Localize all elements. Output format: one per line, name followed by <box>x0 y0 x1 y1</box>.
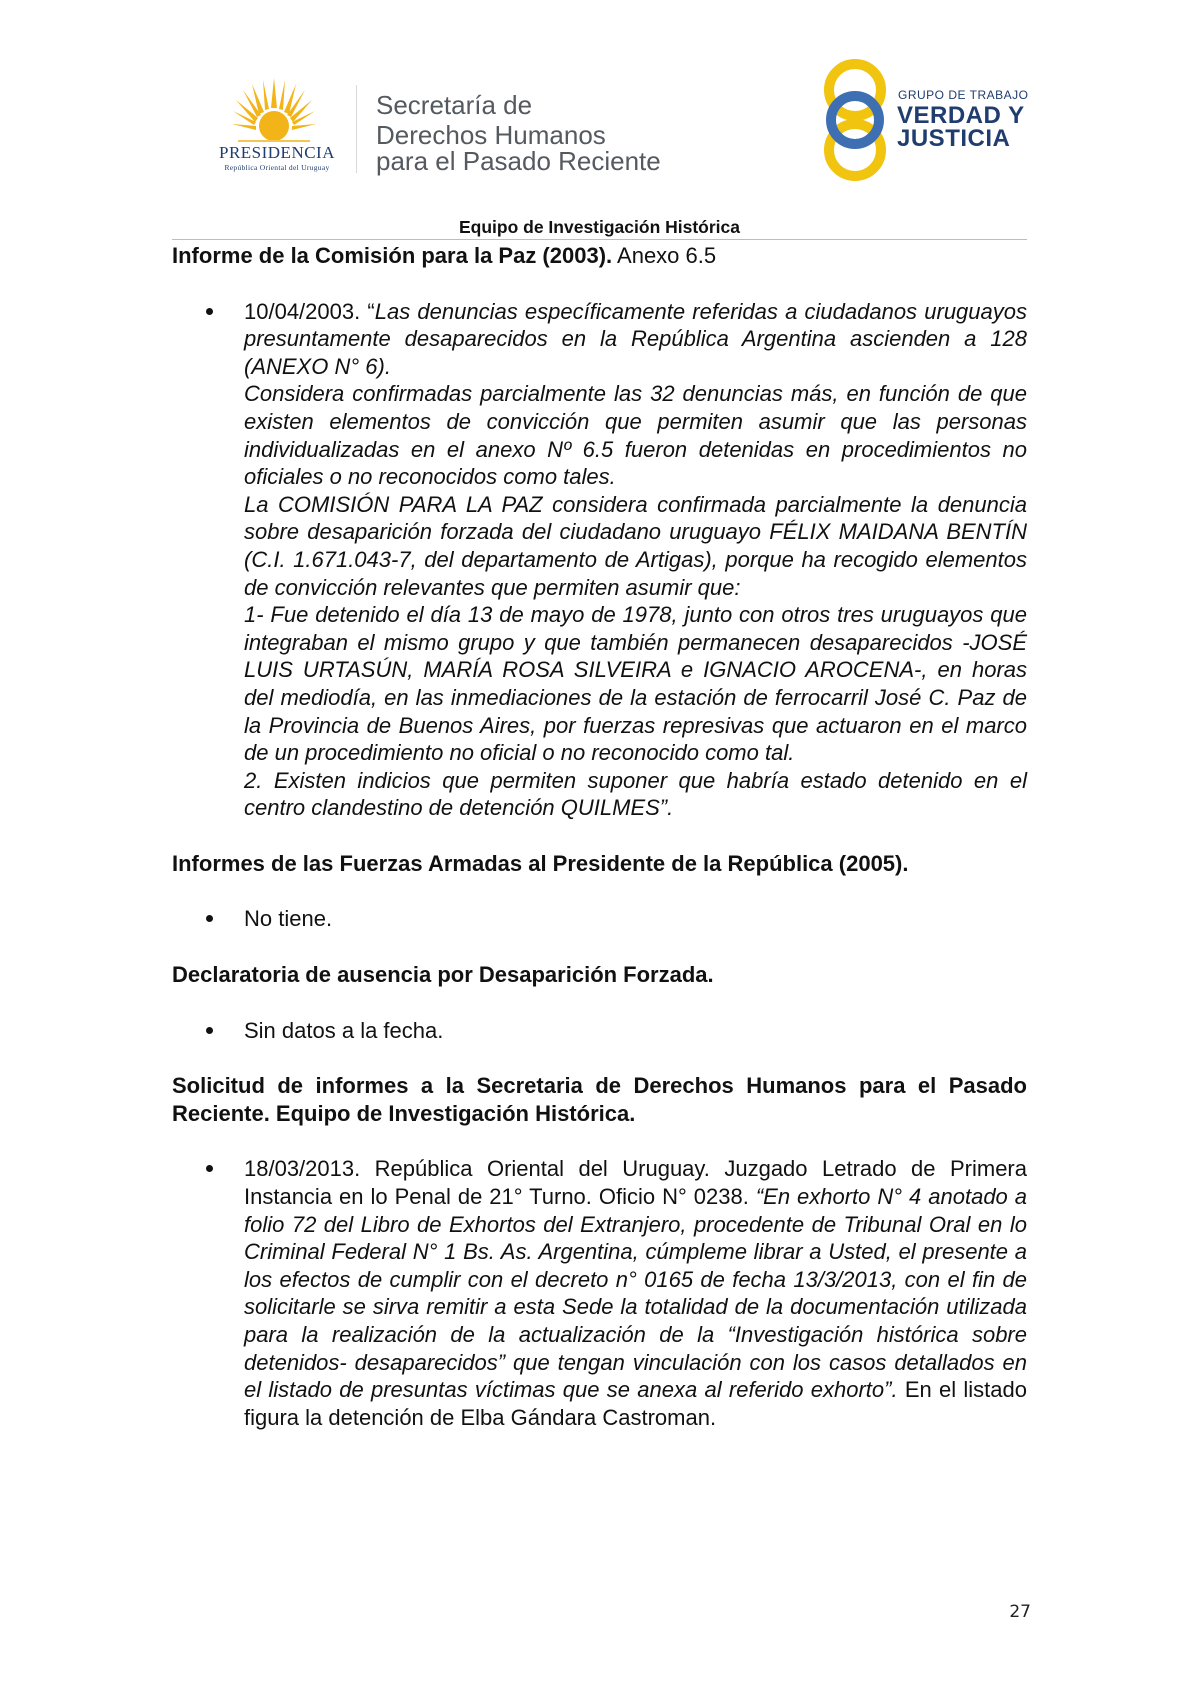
header-rule <box>172 239 1027 240</box>
presidencia-sun-logo <box>232 78 316 148</box>
page-header <box>0 0 1190 237</box>
item-date: 10/04/2003. “ <box>244 298 375 324</box>
grupo-de-trabajo-label: GRUPO DE TRABAJO <box>898 88 1029 102</box>
item-tail: En el listado figura la detención de Elba Gándara Castroman. <box>244 1377 1027 1430</box>
running-header-title: Equipo de Investigación Histórica <box>458 217 741 237</box>
section-list <box>172 1155 1027 1431</box>
document-body <box>172 242 1027 1431</box>
item-paragraph <box>244 1155 1027 1431</box>
quote-part-1: Las denuncias específicamente referidas a ciudadanos uruguayos presuntamente desaparecidos en la República Argentina ascienden a 128 (ANEXO N° 6). <box>244 298 1027 379</box>
header-divider <box>356 85 357 173</box>
section-title-fuerzas-armadas: Informes de las Fuerzas Armadas al Presidente de la República (2005). <box>172 850 909 876</box>
verdad-label: VERDAD Y <box>897 102 1025 129</box>
list-item <box>172 298 1027 822</box>
bullet-icon <box>206 1165 213 1172</box>
justicia-label: JUSTICIA <box>897 125 1011 152</box>
section-title-bold: Informe de la Comisión para la Paz (2003). <box>172 243 613 268</box>
section-title-comision-paz <box>172 242 1027 270</box>
section-title-declaratoria: Declaratoria de ausencia por Desaparición Forzada. <box>172 962 714 988</box>
section-list <box>172 298 1027 822</box>
presidencia-subtitle: República Oriental del Uruguay <box>224 163 330 172</box>
presidencia-label: PRESIDENCIA <box>218 143 335 162</box>
list-item <box>172 1017 1027 1045</box>
section-title-solicitud: Solicitud de informes a la Secretaria de Derechos Humanos para el Pasado Reciente. Equipo de Investigación Histórica. <box>172 1073 1027 1126</box>
item-lead: 18/03/2013. República Oriental del Uruguay. Juzgado Letrado de Primera Instancia en lo Penal de 21° Turno. Oficio N° 0238. <box>244 1156 1027 1210</box>
section-list <box>172 1017 1027 1045</box>
page-number: 27 <box>1009 1602 1031 1622</box>
bullet-icon <box>206 1027 213 1034</box>
quote-part-4: 1- Fue detenido el día 13 de mayo de 1978, junto con otros tres uruguayos que integraban el mismo grupo y que también permanecen desaparecidos -JOSÉ LUIS URTASÚN, MARÍA ROSA SILVEIRA e IGNACIO AROCENA-, en horas del mediodía, en las inmediaciones de la estación de ferrocarril José C. Paz de la Provincia de Buenos Aires, por fuerzas represivas que actuaron en el marco de un procedimiento no oficial o no reconocido como tal. <box>244 602 1027 766</box>
section-title-annex: Anexo 6.5 <box>612 243 717 268</box>
item-paragraph: No tiene. <box>244 906 333 932</box>
verdad-justicia-rings-logo <box>820 55 890 185</box>
bullet-icon <box>206 308 213 315</box>
item-paragraph <box>244 298 1027 381</box>
secretaria-line-1: Secretaría de <box>376 90 533 120</box>
list-item <box>172 905 1027 933</box>
secretaria-line-2: Derechos Humanos <box>376 120 606 150</box>
list-item <box>172 1155 1027 1431</box>
quote-part-2: Considera confirmadas parcialmente las 32 denuncias más, en función de que existen elementos de convicción que permiten asumir que las personas individualizadas en el anexo Nº 6.5 fueron detenidas en procedimientos no oficiales o no reconocidos como tales. <box>244 381 1027 490</box>
quote-part-5: 2. Existen indicios que permiten suponer que habría estado detenido en el centro clandestino de detención QUILMES”. <box>244 767 1027 821</box>
bullet-icon <box>206 915 213 922</box>
quote-part-3: La COMISIÓN PARA LA PAZ considera confirmada parcialmente la denuncia sobre desaparición forzada del ciudadano uruguayo FÉLIX MAIDANA BENTÍN (C.I. 1.671.043-7, del departamento de Artigas), porque ha recogido elementos de convicción relevantes que permiten asumir que: <box>244 491 1027 600</box>
section-list <box>172 905 1027 933</box>
item-paragraph: Sin datos a la fecha. <box>244 1017 444 1043</box>
secretaria-line-3: para el Pasado Reciente <box>376 146 661 176</box>
item-quote: “En exhorto N° 4 anotado a folio 72 del Libro de Exhortos del Extranjero, procedente de Tribunal Oral en lo Criminal Federal N° 1 Bs. As. Argentina, cúmpleme librar a Usted, el presente a los efectos de cumplir con el decreto n° 0165 de fecha 13/3/2013, con el fin de solicitarle se sirva remitir a esta Sede la totalidad de la documentación utilizada para la realización de la actualización de la “Investigación histórica sobre detenidos- desaparecidos” que tengan vinculación con los casos detallados en el listado de presuntas víctimas que se anexa al referido exhorto”. <box>244 1184 1028 1403</box>
